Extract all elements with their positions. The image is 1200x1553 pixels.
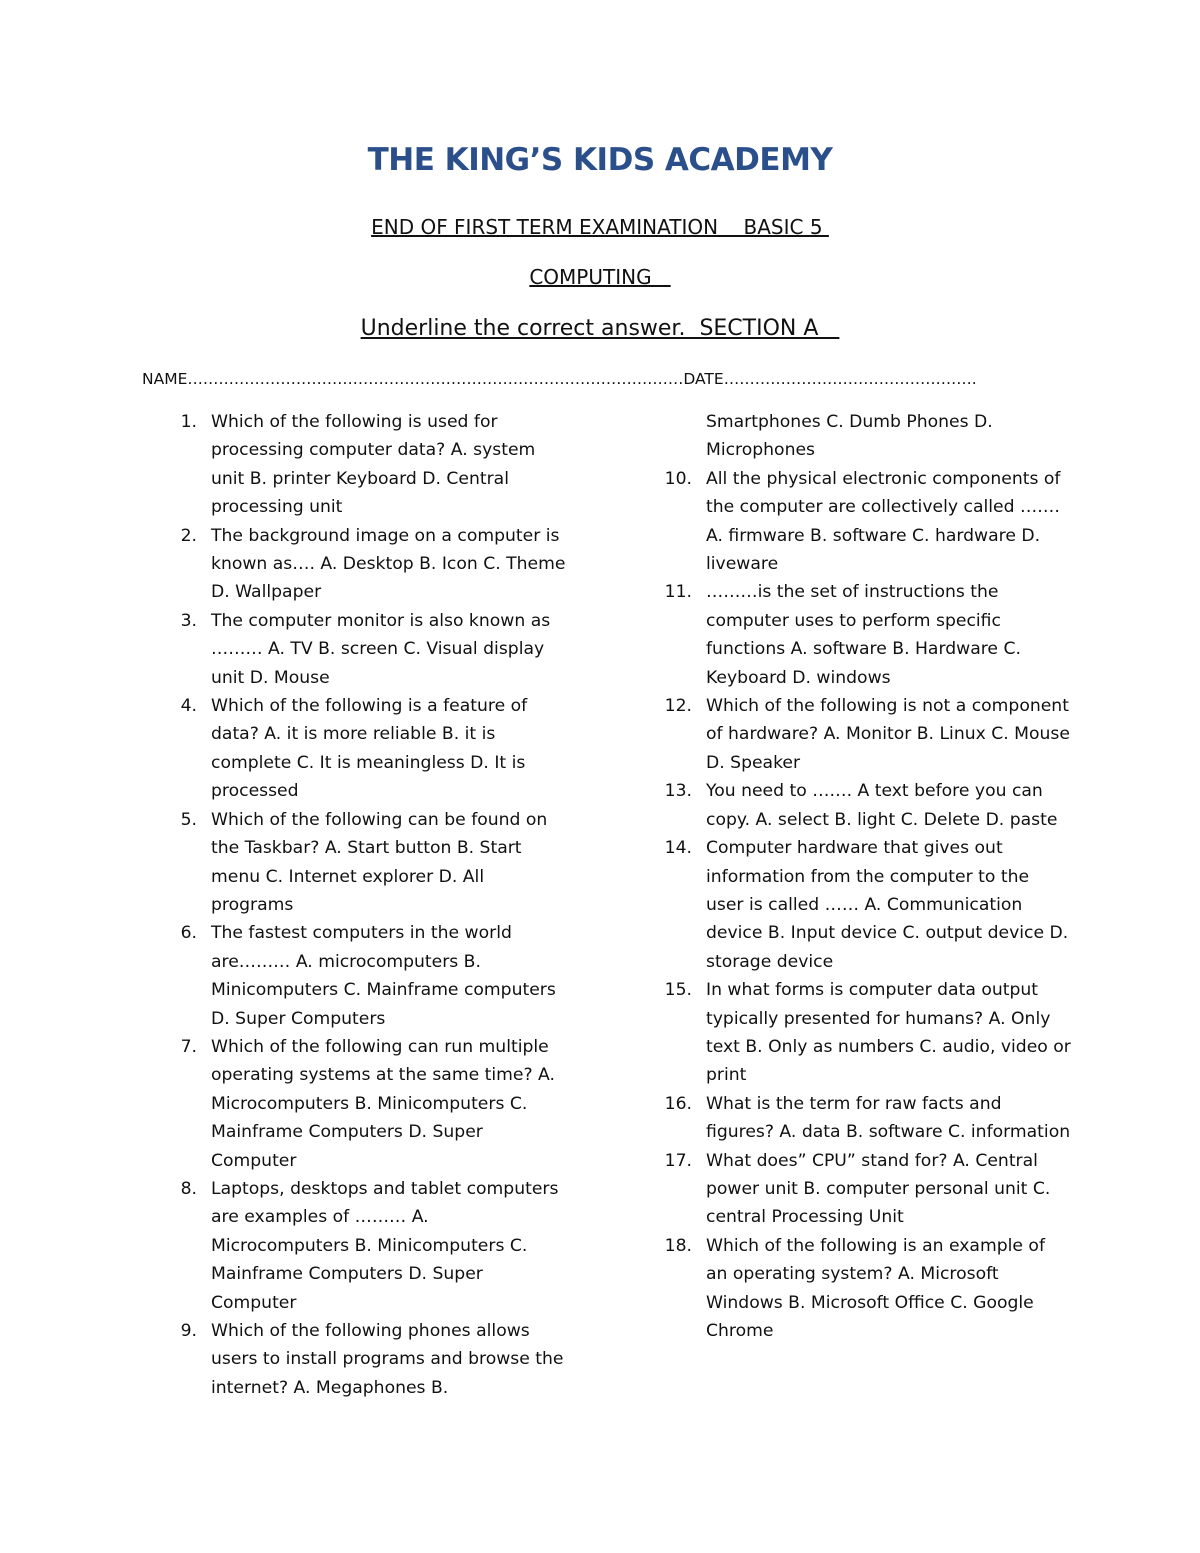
question-item: [171, 522, 571, 607]
instruction-text: Underline the correct answer. SECTION A: [360, 316, 840, 341]
question-number: 17.: [664, 1150, 692, 1171]
question-item: [171, 408, 571, 522]
question-item: [666, 976, 1071, 1090]
question-item: [666, 834, 1071, 976]
question-text: Which of the following is not a component of hardware? A. Monitor B. Linux C. Mouse D. Speaker: [706, 696, 1070, 773]
question-item: [171, 607, 571, 692]
name-date-line: NAME……………………………………………………………………………………DATE………………………………………….: [142, 370, 977, 388]
question-item: [666, 777, 1071, 834]
questions-left-column: [171, 408, 571, 1402]
question-item: [666, 578, 1071, 692]
question-text: The background image on a computer is known as…. A. Desktop B. Icon C. Theme D. Wallpaper: [211, 525, 566, 603]
question-text: Which of the following is used for processing computer data? A. system unit B. printer Keyboard D. Central processing unit: [211, 412, 536, 518]
question-text: The fastest computers in the world are……… A. microcomputers B. Minicomputers C. Mainframe computers D. Super Computers: [211, 923, 556, 1029]
subject-title: [0, 265, 1200, 289]
question-text: Which of the following can be found on the Taskbar? A. Start button B. Start menu C. Internet explorer D. All programs: [211, 809, 548, 915]
question-number: 9.: [180, 1321, 197, 1341]
question-text: Computer hardware that gives out information from the computer to the user is called …… A. Communication device B. Input device C. output device D. storage device: [706, 838, 1069, 972]
question-number: 4.: [180, 696, 197, 717]
question-item: [666, 1232, 1071, 1346]
school-title: THE KING’S KIDS ACADEMY: [367, 142, 833, 178]
question-number: 16.: [664, 1093, 692, 1114]
question-number: 14.: [664, 838, 692, 859]
question-number: 1.: [180, 412, 197, 432]
question-item: [171, 1033, 571, 1175]
question-number: 8.: [180, 1178, 197, 1199]
questions-right-column: [666, 408, 1071, 1345]
question-text: The computer monitor is also known as ……… A. TV B. screen C. Visual display unit D. Mouse: [211, 610, 551, 688]
question-item: [171, 1175, 571, 1317]
question-item: [171, 692, 571, 806]
question-number: 18.: [664, 1235, 692, 1256]
subject-title-text: COMPUTING: [529, 265, 671, 289]
question-item: [666, 1090, 1071, 1147]
question-number: 3.: [180, 610, 197, 631]
question-text: Which of the following can run multiple operating systems at the same time? A. Microcomputers B. Minicomputers C. Mainframe Computers D. Super Computer: [211, 1036, 555, 1171]
question-number: 13.: [664, 781, 692, 802]
question-number: 5.: [180, 809, 197, 830]
question-number: 15.: [664, 980, 692, 1001]
question-text: What is the term for raw facts and figures? A. data B. software C. information: [706, 1093, 1071, 1143]
question-number: 2.: [180, 525, 197, 546]
question-item: [666, 465, 1071, 579]
question-text: What does” CPU” stand for? A. Central power unit B. computer personal unit C. central Processing Unit: [706, 1150, 1051, 1228]
question-text: Which of the following phones allows users to install programs and browse the internet? A. Megaphones B.: [211, 1321, 564, 1398]
question-item: [171, 919, 571, 1033]
question-text: Which of the following is a feature of data? A. it is more reliable B. it is complete C. It is meaningless D. It is processed: [211, 696, 528, 802]
question-item: [666, 692, 1071, 777]
question-number: 11.: [664, 582, 692, 603]
exam-title-text: END OF FIRST TERM EXAMINATION BASIC 5: [371, 215, 829, 239]
question-text: Which of the following is an example of an operating system? A. Microsoft Windows B. Microsoft Office C. Google Chrome: [706, 1235, 1045, 1341]
question-number: 6.: [180, 923, 197, 944]
question-item: [171, 1317, 571, 1402]
instruction: [0, 316, 1200, 341]
question-continuation: Smartphones C. Dumb Phones D. Microphones: [706, 412, 993, 461]
question-number: 10.: [664, 468, 692, 489]
question-number: 7.: [180, 1036, 197, 1057]
question-text: In what forms is computer data output typically presented for humans? A. Only text B. Only as numbers C. audio, video or print: [706, 980, 1071, 1086]
question-item: [171, 806, 571, 920]
question-item: [666, 1147, 1071, 1232]
question-text: You need to ……. A text before you can copy. A. select B. light C. Delete D. paste: [706, 781, 1058, 830]
question-text: All the physical electronic components of the computer are collectively called ……. A. firmware B. software C. hardware D. liveware: [706, 468, 1061, 575]
question-text: Laptops, desktops and tablet computers are examples of ……… A. Microcomputers B. Minicomputers C. Mainframe Computers D. Super Computer: [211, 1178, 559, 1313]
exam-title: [0, 215, 1200, 239]
question-text: ………is the set of instructions the computer uses to perform specific functions A. software B. Hardware C. Keyboard D. windows: [706, 582, 1021, 688]
question-number: 12.: [664, 696, 692, 717]
